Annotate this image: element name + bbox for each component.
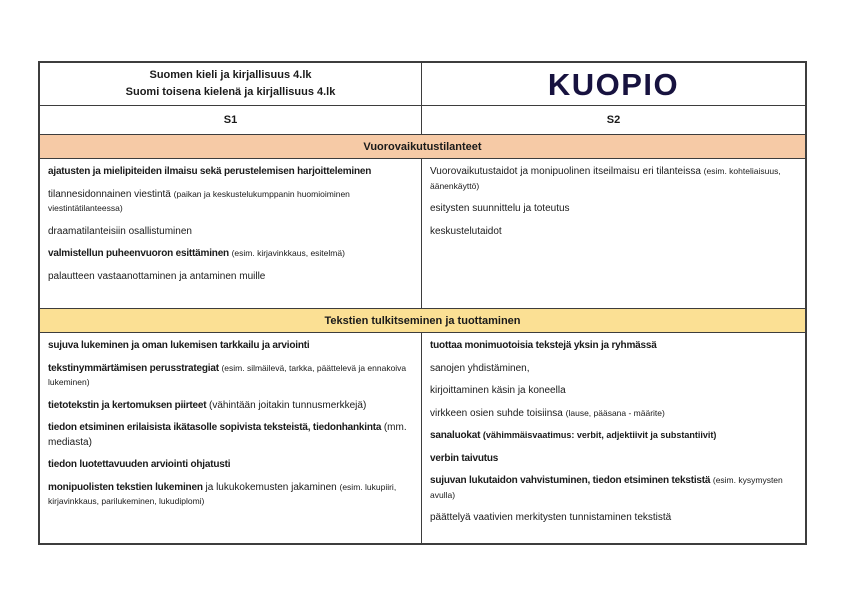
- section-1-s2-cell: [422, 159, 805, 308]
- section-header-vuorovaikutustilanteet: Vuorovaikutustilanteet: [40, 134, 805, 158]
- curriculum-item: tietotekstin ja kertomuksen piirteet (vähintään joitakin tunnusmerkkejä): [48, 399, 367, 411]
- section-1-content-row: [40, 158, 805, 308]
- curriculum-item: sujuvan lukutaidon vahvistuminen, tiedon etsiminen tekstistä (esim. kysymysten avulla): [430, 475, 783, 500]
- curriculum-item: valmistellun puheenvuoron esittäminen (esim. kirjavinkkaus, esitelmä): [48, 248, 345, 259]
- section-2-s2-cell: [422, 333, 805, 543]
- curriculum-item: tuottaa monimuotoisia tekstejä yksin ja ryhmässä: [430, 340, 657, 351]
- curriculum-item: palautteen vastaanottaminen ja antaminen muille: [48, 270, 266, 282]
- curriculum-item: esitysten suunnittelu ja toteutus: [430, 203, 570, 214]
- curriculum-item: tiedon etsiminen erilaisista ikätasolle sopivista teksteistä, tiedonhankinta (mm. mediasta): [48, 422, 407, 448]
- curriculum-item: Vuorovaikutustaidot ja monipuolinen itseilmaisu eri tilanteissa (esim. kohteliaisuus, äänenkäyttö): [430, 166, 781, 191]
- curriculum-item: päättelyä vaativien merkitysten tunnistaminen tekstistä: [430, 512, 672, 523]
- logo-cell: [422, 63, 805, 105]
- curriculum-item: tilannesidonnainen viestintä (paikan ja keskustelukumppanin huomioiminen viestintätilanteessa): [48, 188, 350, 213]
- curriculum-item: ajatusten ja mielipiteiden ilmaisu sekä perustelemisen harjoitteleminen: [48, 166, 372, 177]
- curriculum-item: draamatilanteisiin osallistuminen: [48, 225, 192, 237]
- column-header-s2: S2: [606, 114, 621, 126]
- subject-title-line1: Suomen kieli ja kirjallisuus 4.lk: [149, 68, 312, 81]
- section-2-content-row: [40, 332, 805, 543]
- header-row: [40, 63, 805, 105]
- column-header-s1: S1: [40, 106, 422, 134]
- curriculum-item: sanojen yhdistäminen,: [430, 362, 530, 374]
- column-header-row: [40, 105, 805, 134]
- curriculum-item: tekstinymmärtämisen perusstrategiat (esim. silmäilevä, tarkka, päättelevä ja ennakoiva lukeminen): [48, 362, 407, 387]
- curriculum-item: virkkeen osien suhde toisiinsa (lause, pääsana - määrite): [430, 407, 665, 419]
- curriculum-item: sujuva lukeminen ja oman lukemisen tarkkailu ja arviointi: [48, 340, 310, 351]
- curriculum-item: keskustelutaidot: [430, 225, 502, 237]
- section-header-tekstien-tulkitseminen: Tekstien tulkitseminen ja tuottaminen: [40, 308, 805, 332]
- section-2-s1-cell: [40, 333, 422, 543]
- curriculum-item: monipuolisten tekstien lukeminen ja lukukokemusten jakaminen (esim. lukupiiri, kirjavinkkaus, parilukeminen, lukudiplomi): [48, 481, 397, 506]
- curriculum-item: tiedon luotettavuuden arviointi ohjatusti: [48, 459, 231, 470]
- curriculum-item: sanaluokat (vähimmäisvaatimus: verbit, adjektiivit ja substantiivit): [430, 430, 717, 441]
- curriculum-item: kirjoittaminen käsin ja koneella: [430, 385, 566, 396]
- subject-title-line2: Suomi toisena kielenä ja kirjallisuus 4.lk: [125, 86, 336, 98]
- curriculum-table: [38, 61, 807, 545]
- curriculum-item: verbin taivutus: [430, 452, 499, 464]
- kuopio-logo-text: KUOPIO: [547, 66, 680, 102]
- subject-title-cell: [40, 63, 422, 105]
- section-1-s1-cell: [40, 159, 422, 308]
